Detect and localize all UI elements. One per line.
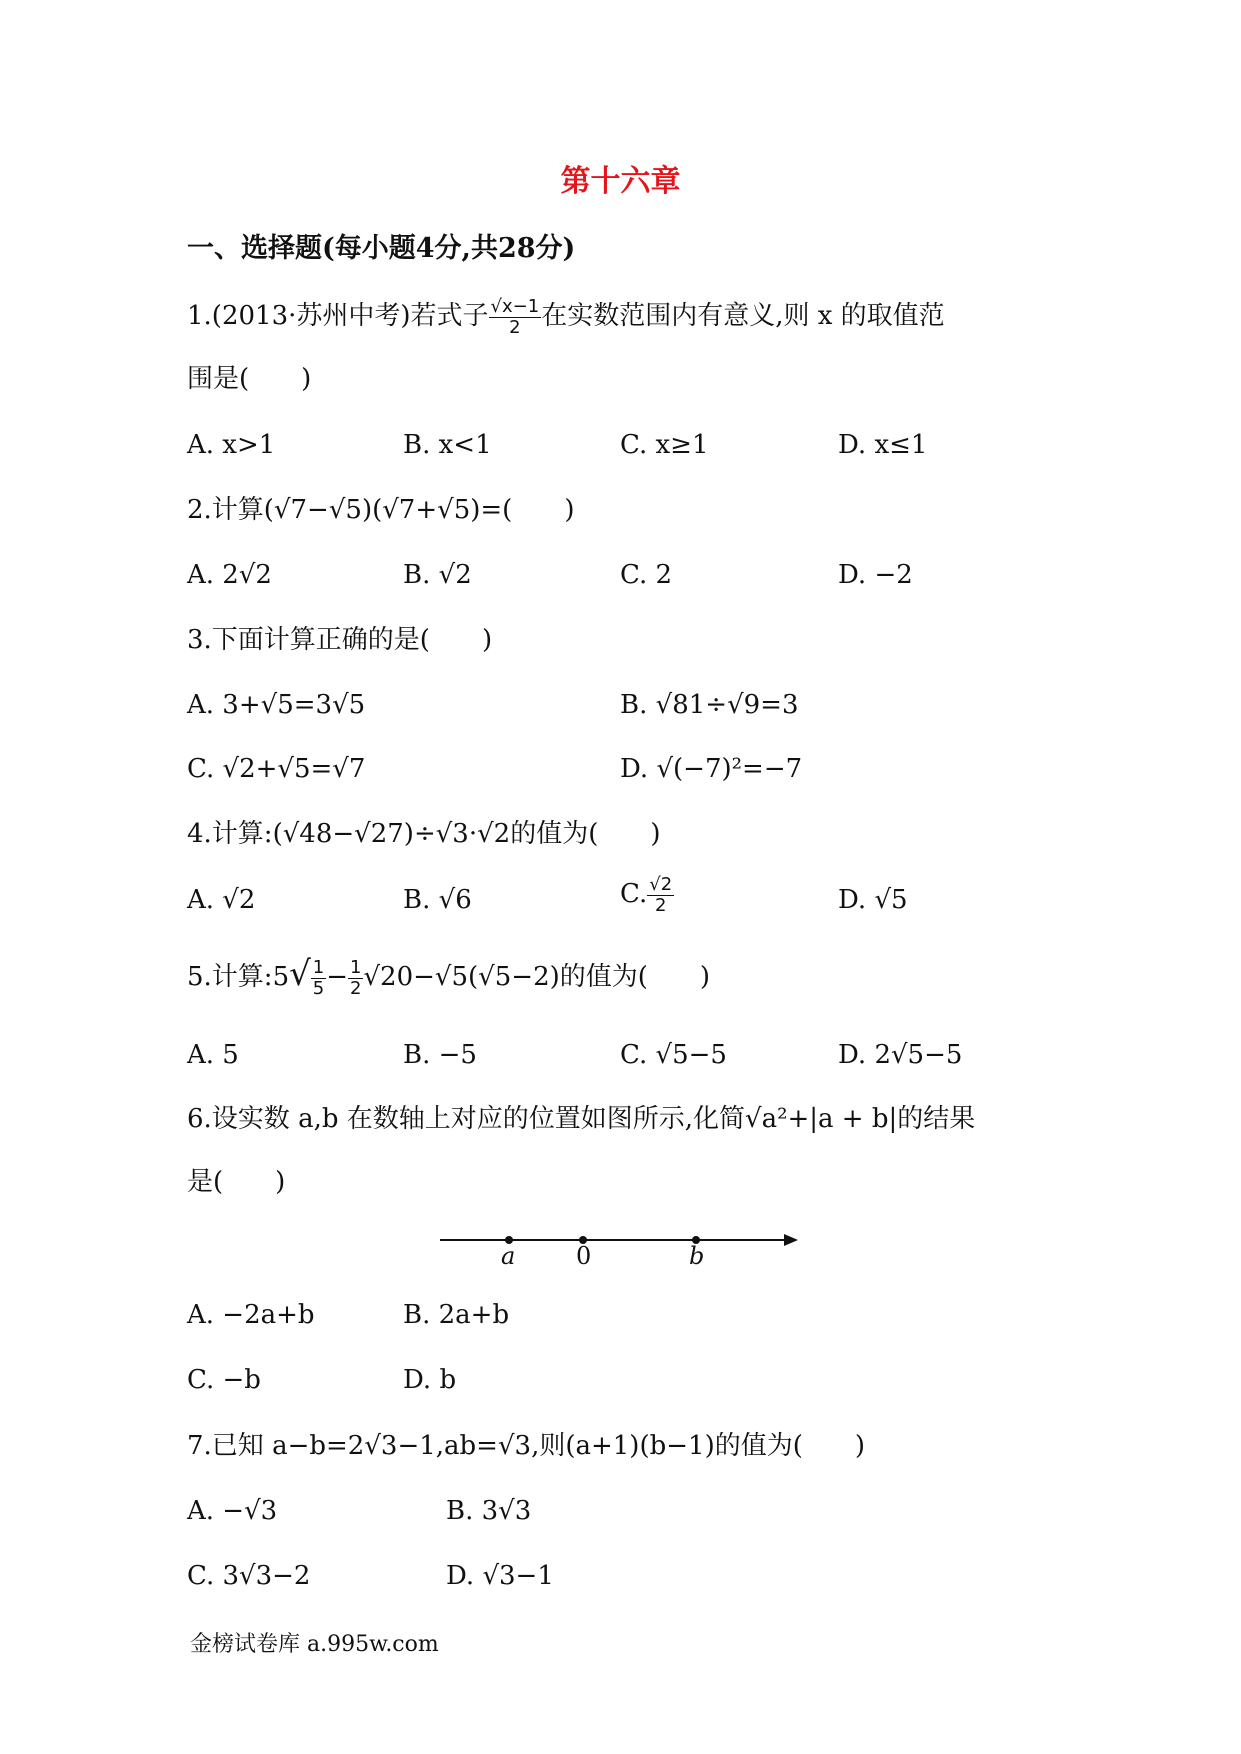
q5-option-c: C. √5−5 <box>620 1040 727 1070</box>
chapter-title: 第十六章 <box>560 164 681 199</box>
q1-fraction-denominator: 2 <box>509 316 521 338</box>
q1-fraction-numerator: √x−1 <box>490 295 540 317</box>
q5-option-a: A. 5 <box>187 1040 239 1070</box>
question-1-line2: 围是( ) <box>187 364 312 394</box>
q6-option-a: A. −2a+b <box>187 1300 315 1330</box>
question-4: 4.计算:(√48−√27)÷√3·√2的值为( ) <box>187 819 661 849</box>
q4-option-a: A. √2 <box>187 885 256 915</box>
label-a: a <box>501 1242 516 1270</box>
q4-option-c-label: C. <box>620 879 648 909</box>
q4-option-c <box>620 874 674 916</box>
q2-option-b: B. √2 <box>403 560 472 590</box>
question-5 <box>187 954 710 999</box>
label-zero: 0 <box>576 1242 592 1270</box>
number-line-figure <box>430 1220 810 1280</box>
q5-suffix: √20−√5(√5−2)的值为( ) <box>363 962 711 992</box>
q6-option-b: B. 2a+b <box>403 1300 510 1330</box>
q4-option-c-fraction <box>647 875 674 916</box>
q5-option-d: D. 2√5−5 <box>838 1040 963 1070</box>
q4-option-d: D. √5 <box>838 885 908 915</box>
q6-option-c: C. −b <box>187 1365 261 1395</box>
footer-source: 金榜试卷库 a.995w.com <box>190 1632 439 1657</box>
q3-option-b: B. √81÷√9=3 <box>620 690 799 720</box>
q6-option-d: D. b <box>403 1365 457 1395</box>
label-b: b <box>689 1242 705 1270</box>
q5-fraction-2 <box>348 958 363 999</box>
question-1 <box>187 296 945 338</box>
q1-suffix: 在实数范围内有意义,则 x 的取值范 <box>541 301 945 331</box>
section-heading: 一、选择题(每小题4分,共28分) <box>187 233 576 264</box>
q5-f2-den: 2 <box>350 977 362 999</box>
q5-f1-den: 5 <box>312 977 325 999</box>
q5-radical-sign: √ <box>289 954 311 994</box>
q3-option-c: C. √2+√5=√7 <box>187 754 366 784</box>
q2-option-c: C. 2 <box>620 560 673 590</box>
q3-option-d: D. √(−7)²=−7 <box>620 754 803 784</box>
question-6: 6.设实数 a,b 在数轴上对应的位置如图所示,化简√a²+|a + b|的结果 <box>187 1104 976 1134</box>
q2-option-d: D. −2 <box>838 560 913 590</box>
q5-fraction-1 <box>311 958 326 999</box>
q3-option-a: A. 3+√5=3√5 <box>187 690 366 720</box>
q4-c-numerator: √2 <box>649 873 673 895</box>
q1-option-b: B. x<1 <box>403 430 492 460</box>
q5-minus: − <box>326 962 349 992</box>
question-7: 7.已知 a−b=2√3−1,ab=√3,则(a+1)(b−1)的值为( ) <box>187 1431 865 1461</box>
q1-option-a: A. x>1 <box>187 430 276 460</box>
q1-option-c: C. x≥1 <box>620 430 709 460</box>
q4-c-denominator: 2 <box>654 894 667 916</box>
q5-prefix: 5.计算:5 <box>187 962 290 992</box>
q7-option-b: B. 3√3 <box>446 1496 532 1526</box>
q1-fraction <box>489 297 542 338</box>
number-line-arrow <box>784 1234 798 1246</box>
question-2: 2.计算(√7−√5)(√7+√5)=( ) <box>187 495 575 525</box>
question-6-line2: 是( ) <box>187 1167 286 1197</box>
q5-f1-num: 1 <box>312 956 325 978</box>
q1-prefix: 1.(2013·苏州中考)若式子 <box>187 301 489 331</box>
q5-f2-num: 1 <box>350 956 362 978</box>
q1-option-d: D. x≤1 <box>838 430 928 460</box>
q7-option-c: C. 3√3−2 <box>187 1561 311 1591</box>
q7-option-a: A. −√3 <box>187 1496 278 1526</box>
q2-option-a: A. 2√2 <box>187 560 272 590</box>
q7-option-d: D. √3−1 <box>446 1561 554 1591</box>
q4-option-b: B. √6 <box>403 885 472 915</box>
question-3: 3.下面计算正确的是( ) <box>187 625 493 655</box>
q5-option-b: B. −5 <box>403 1040 477 1070</box>
